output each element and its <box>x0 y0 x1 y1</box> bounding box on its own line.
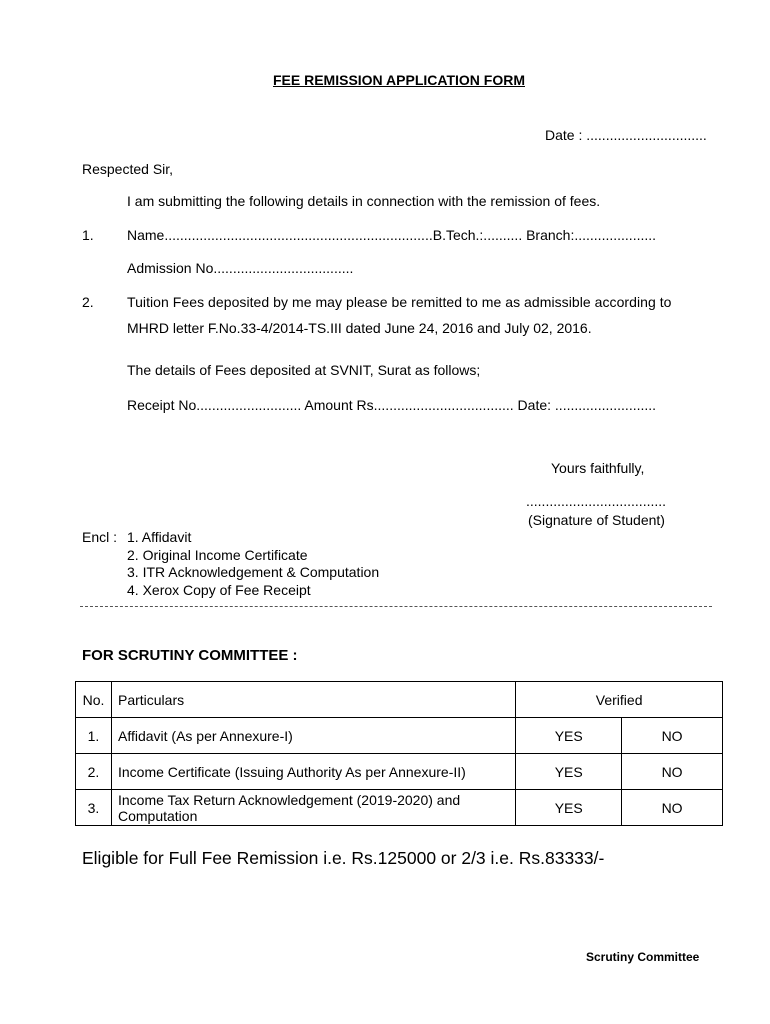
no-option[interactable]: NO <box>622 754 723 790</box>
yes-option[interactable]: YES <box>516 790 622 826</box>
intro-text: I am submitting the following details in connection with the remission of fees. <box>127 193 601 209</box>
row-particulars <box>111 790 515 826</box>
no-option[interactable]: NO <box>622 718 723 754</box>
header-verified: Verified <box>516 682 723 718</box>
header-no: No. <box>76 682 112 718</box>
row-number: 2. <box>76 754 112 790</box>
signature-label: (Signature of Student) <box>528 512 665 528</box>
scrutiny-heading: FOR SCRUTINY COMMITTEE : <box>82 647 298 664</box>
table-header-row <box>76 682 723 718</box>
yes-option[interactable]: YES <box>516 754 622 790</box>
yes-option[interactable]: YES <box>516 718 622 754</box>
row-particulars-line: Computation <box>117 807 198 824</box>
dashed-divider <box>80 606 712 607</box>
admission-no-line: Admission No.................................... <box>127 260 354 276</box>
table-row <box>76 754 723 790</box>
enclosures-list <box>127 529 379 599</box>
closing-text: Yours faithfully, <box>551 460 645 476</box>
verification-table <box>75 681 723 826</box>
scrutiny-committee-signatory: Scrutiny Committee <box>586 950 700 964</box>
name-branch-line: Name.....................................................................B.Tech.:.......... Branch:..................... <box>127 227 657 243</box>
row-number: 1. <box>76 718 112 754</box>
row-number: 3. <box>76 790 112 826</box>
enclosure-item: 3. ITR Acknowledgement & Computation <box>127 564 380 580</box>
header-particulars: Particulars <box>111 682 515 718</box>
receipt-line: Receipt No........................... Amount Rs.................................... Date: .......................... <box>127 397 657 413</box>
signature-line: .................................... <box>526 493 667 509</box>
enclosure-item: 1. Affidavit <box>127 529 192 545</box>
eligibility-statement: Eligible for Full Fee Remission i.e. Rs.125000 or 2/3 i.e. Rs.83333/- <box>82 848 605 868</box>
date-line: Date : ............................... <box>545 127 707 143</box>
item-1-number: 1. <box>82 227 94 243</box>
tuition-text-line-1: Tuition Fees deposited by me may please be remitted to me as admissible according to <box>127 294 672 310</box>
table-row <box>76 790 723 826</box>
item-2-number: 2. <box>82 294 94 310</box>
enclosures-label: Encl : <box>82 529 118 545</box>
row-particulars-line: Income Tax Return Acknowledgement (2019-2020) and <box>117 791 461 808</box>
tuition-text-line-2: MHRD letter F.No.33-4/2014-TS.III dated June 24, 2016 and July 02, 2016. <box>127 320 592 336</box>
table-row <box>76 718 723 754</box>
row-particulars: Income Certificate (Issuing Authority As per Annexure-II) <box>111 754 515 790</box>
salutation: Respected Sir, <box>82 161 174 177</box>
row-particulars: Affidavit (As per Annexure-I) <box>111 718 515 754</box>
fees-details-intro: The details of Fees deposited at SVNIT, Surat as follows; <box>127 362 481 378</box>
form-title: FEE REMISSION APPLICATION FORM <box>272 72 525 88</box>
enclosure-item: 2. Original Income Certificate <box>127 546 308 563</box>
no-option[interactable]: NO <box>622 790 723 826</box>
enclosure-item: 4. Xerox Copy of Fee Receipt <box>127 581 311 598</box>
